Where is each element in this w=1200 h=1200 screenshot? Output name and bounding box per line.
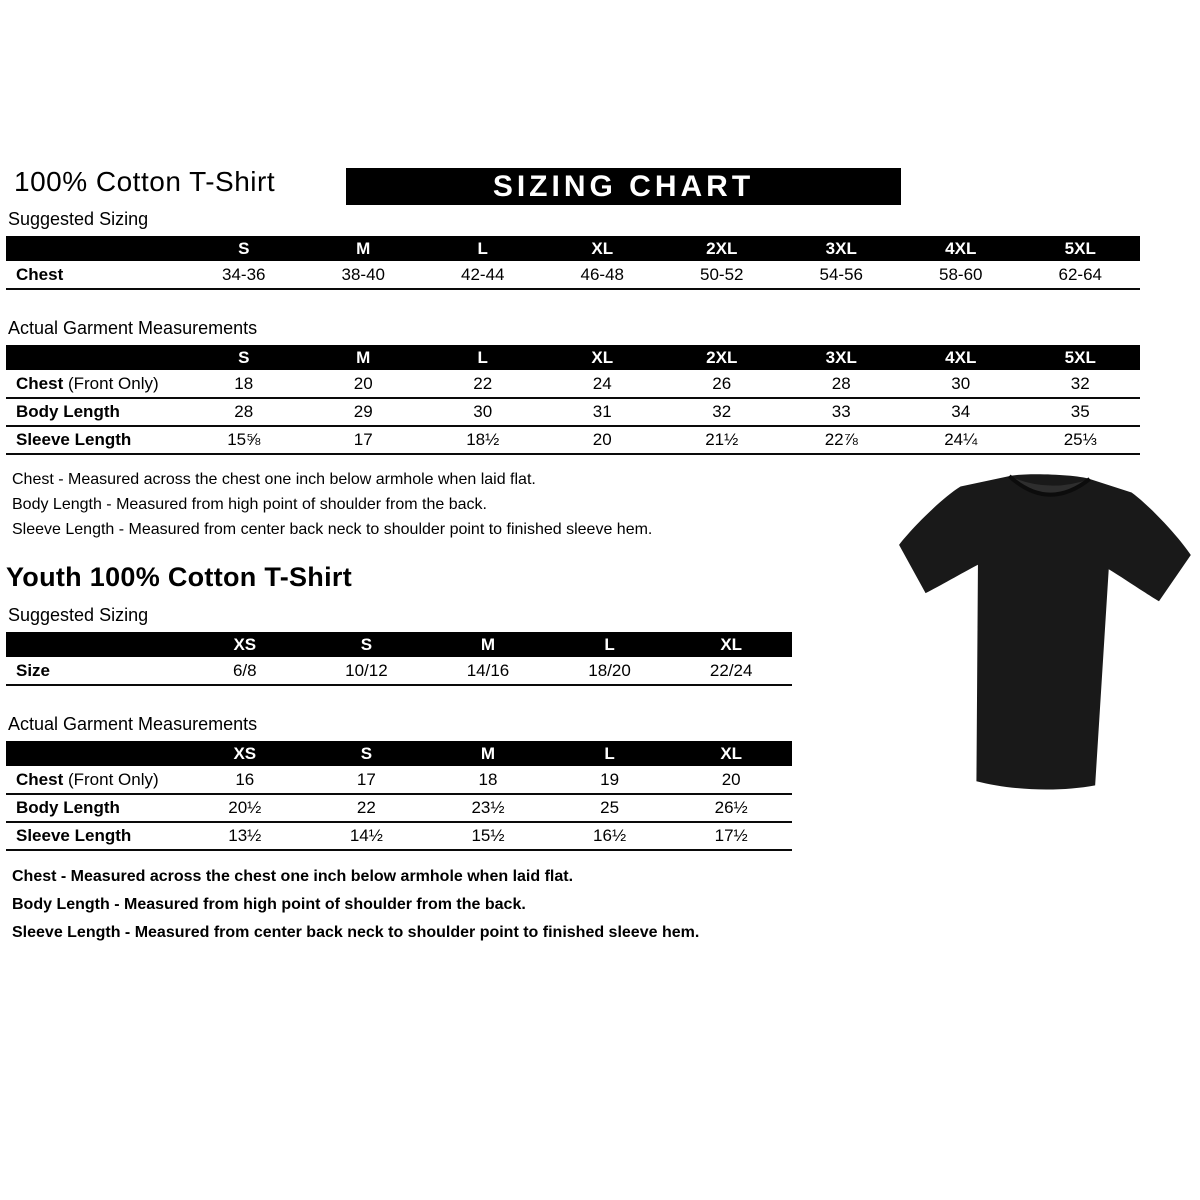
column-header-2xl: 2XL	[662, 236, 782, 261]
column-header-s: S	[306, 741, 428, 766]
cell-value: 32	[1021, 370, 1141, 398]
column-header-s: S	[184, 345, 304, 370]
cell-value: 34	[901, 398, 1021, 426]
cell-value: 50-52	[662, 261, 782, 289]
column-header-4xl: 4XL	[901, 236, 1021, 261]
column-header-blank	[6, 345, 184, 370]
table-row	[6, 766, 792, 794]
column-header-m: M	[427, 632, 549, 657]
cell-value: 17	[304, 426, 424, 454]
cell-value: 29	[304, 398, 424, 426]
column-header-blank	[6, 632, 184, 657]
column-header-xl: XL	[543, 236, 663, 261]
cell-value: 34-36	[184, 261, 304, 289]
youth-garment-measurements-table	[6, 741, 792, 851]
youth-section-title: Youth 100% Cotton T-Shirt	[6, 562, 352, 592]
row-label: Size	[6, 657, 184, 685]
cell-value: 38-40	[304, 261, 424, 289]
row-label: Body Length	[6, 398, 184, 426]
note-sleeve-length: Sleeve Length - Measured from center back neck to shoulder point to finished sleeve hem.	[12, 521, 653, 538]
adult-suggested-sizing-label: Suggested Sizing	[8, 209, 149, 229]
table-row	[6, 370, 1140, 398]
column-header-5xl: 5XL	[1021, 345, 1141, 370]
cell-value: 14/16	[427, 657, 549, 685]
row-label: Chest	[6, 261, 184, 289]
cell-value: 24¼	[901, 426, 1021, 454]
cell-value: 30	[423, 398, 543, 426]
note-sleeve-length: Sleeve Length - Measured from center back neck to shoulder point to finished sleeve hem.	[12, 924, 700, 941]
cell-value: 20½	[184, 794, 306, 822]
column-header-m: M	[304, 236, 424, 261]
column-header-l: L	[549, 632, 671, 657]
tshirt-body-shape	[891, 469, 1194, 794]
cell-value: 58-60	[901, 261, 1021, 289]
tshirt-image	[887, 457, 1200, 812]
column-header-l: L	[423, 236, 543, 261]
table-row	[6, 426, 1140, 454]
cell-value: 28	[782, 370, 902, 398]
cell-value: 26	[662, 370, 782, 398]
sizing-chart-banner-label: SIZING CHART	[492, 169, 755, 203]
cell-value: 30	[901, 370, 1021, 398]
row-label: Sleeve Length	[6, 426, 184, 454]
cell-value: 62-64	[1021, 261, 1141, 289]
cell-value: 19	[549, 766, 671, 794]
cell-value: 20	[543, 426, 663, 454]
cell-value: 18½	[423, 426, 543, 454]
cell-value: 17½	[670, 822, 792, 850]
table-header-row	[6, 236, 1140, 261]
row-label: Sleeve Length	[6, 822, 184, 850]
adult-garment-measurements-table	[6, 345, 1140, 455]
youth-suggested-sizing-table	[6, 632, 792, 686]
adult-suggested-sizing-table	[6, 236, 1140, 290]
cell-value: 15⅝	[184, 426, 304, 454]
column-header-l: L	[423, 345, 543, 370]
cell-value: 32	[662, 398, 782, 426]
cell-value: 18/20	[549, 657, 671, 685]
column-header-xl: XL	[543, 345, 663, 370]
column-header-xs: XS	[184, 632, 306, 657]
cell-value: 16	[184, 766, 306, 794]
cell-value: 20	[670, 766, 792, 794]
column-header-5xl: 5XL	[1021, 236, 1141, 261]
column-header-3xl: 3XL	[782, 345, 902, 370]
column-header-xl: XL	[670, 741, 792, 766]
column-header-blank	[6, 741, 184, 766]
cell-value: 6/8	[184, 657, 306, 685]
cell-value: 35	[1021, 398, 1141, 426]
sizing-chart-banner	[346, 168, 901, 205]
cell-value: 10/12	[306, 657, 428, 685]
note-chest: Chest - Measured across the chest one inch below armhole when laid flat.	[12, 471, 536, 488]
column-header-xs: XS	[184, 741, 306, 766]
column-header-l: L	[549, 741, 671, 766]
column-header-xl: XL	[670, 632, 792, 657]
cell-value: 46-48	[543, 261, 663, 289]
cell-value: 22⅞	[782, 426, 902, 454]
cell-value: 21½	[662, 426, 782, 454]
cell-value: 24	[543, 370, 663, 398]
column-header-s: S	[184, 236, 304, 261]
column-header-s: S	[306, 632, 428, 657]
cell-value: 42-44	[423, 261, 543, 289]
cell-value: 15½	[427, 822, 549, 850]
column-header-2xl: 2XL	[662, 345, 782, 370]
row-label: Chest (Front Only)	[6, 766, 184, 794]
cell-value: 54-56	[782, 261, 902, 289]
cell-value: 22	[423, 370, 543, 398]
cell-value: 18	[184, 370, 304, 398]
cell-value: 31	[543, 398, 663, 426]
table-row	[6, 822, 792, 850]
cell-value: 22/24	[670, 657, 792, 685]
row-label: Body Length	[6, 794, 184, 822]
table-row	[6, 657, 792, 685]
youth-garment-measurements-label: Actual Garment Measurements	[8, 714, 258, 734]
table-row	[6, 794, 792, 822]
cell-value: 20	[304, 370, 424, 398]
cell-value: 26½	[670, 794, 792, 822]
cell-value: 28	[184, 398, 304, 426]
cell-value: 16½	[549, 822, 671, 850]
row-label: Chest (Front Only)	[6, 370, 184, 398]
youth-suggested-sizing-label: Suggested Sizing	[8, 605, 149, 625]
cell-value: 17	[306, 766, 428, 794]
column-header-4xl: 4XL	[901, 345, 1021, 370]
note-body-length: Body Length - Measured from high point of shoulder from the back.	[12, 896, 526, 913]
cell-value: 25	[549, 794, 671, 822]
column-header-m: M	[304, 345, 424, 370]
cell-value: 22	[306, 794, 428, 822]
column-header-blank	[6, 236, 184, 261]
column-header-m: M	[427, 741, 549, 766]
youth-measurement-notes	[12, 863, 1194, 947]
table-header-row	[6, 632, 792, 657]
page-title: 100% Cotton T-Shirt	[14, 166, 276, 197]
cell-value: 25⅓	[1021, 426, 1141, 454]
note-body-length: Body Length - Measured from high point of shoulder from the back.	[12, 496, 487, 513]
table-row	[6, 261, 1140, 289]
table-row	[6, 398, 1140, 426]
column-header-3xl: 3XL	[782, 236, 902, 261]
cell-value: 18	[427, 766, 549, 794]
table-header-row	[6, 345, 1140, 370]
cell-value: 14½	[306, 822, 428, 850]
table-header-row	[6, 741, 792, 766]
cell-value: 23½	[427, 794, 549, 822]
cell-value: 33	[782, 398, 902, 426]
note-chest: Chest - Measured across the chest one inch below armhole when laid flat.	[12, 868, 574, 885]
black-tshirt-graphic	[887, 457, 1200, 812]
adult-garment-measurements-label: Actual Garment Measurements	[8, 318, 258, 338]
cell-value: 13½	[184, 822, 306, 850]
